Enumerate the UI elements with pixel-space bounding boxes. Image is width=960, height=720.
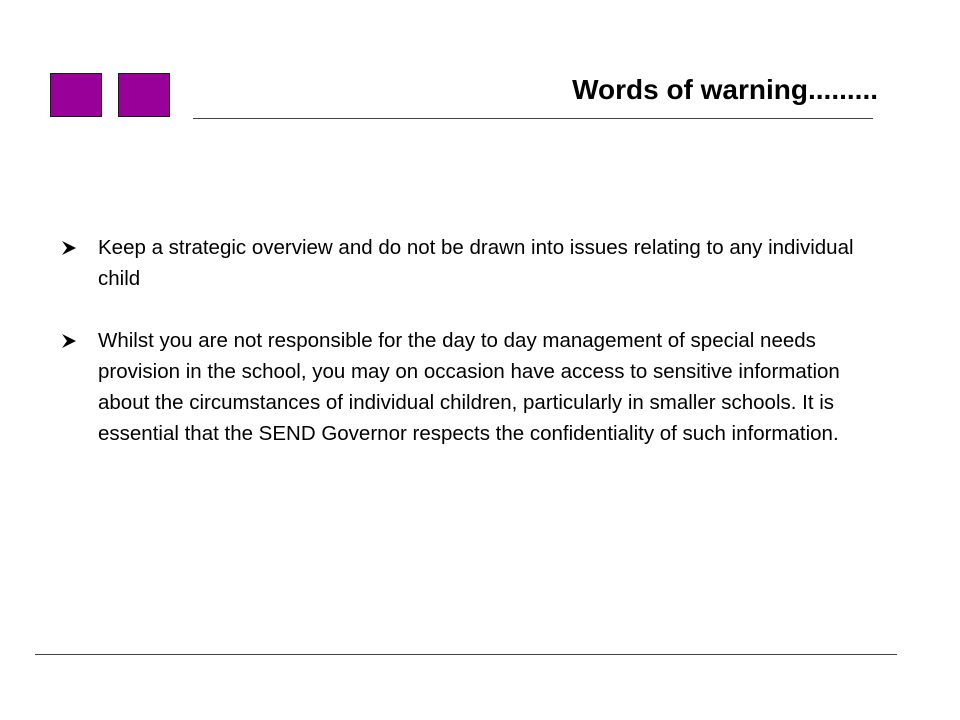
bullet-item	[62, 232, 862, 294]
arrowhead-bullet-icon	[62, 241, 76, 255]
title-divider	[193, 118, 873, 119]
bullet-text: Keep a strategic overview and do not be drawn into issues relating to any individual child	[98, 236, 854, 290]
arrowhead-bullet-icon	[62, 334, 76, 348]
bullet-text: Whilst you are not responsible for the day to day management of special needs provision in the school, you may on occasion have access to sensitive information about the circumstances of individual children, particularly in smaller schools. It is essential that the SEND Governor respects the confidentiality of such information.	[98, 329, 840, 445]
bullet-item	[62, 325, 862, 449]
decorative-square-left	[50, 73, 102, 117]
slide-title: Words of warning.........	[572, 74, 878, 105]
decorative-square-right	[118, 73, 170, 117]
bullet-list	[62, 232, 862, 480]
footer-divider	[35, 654, 897, 655]
